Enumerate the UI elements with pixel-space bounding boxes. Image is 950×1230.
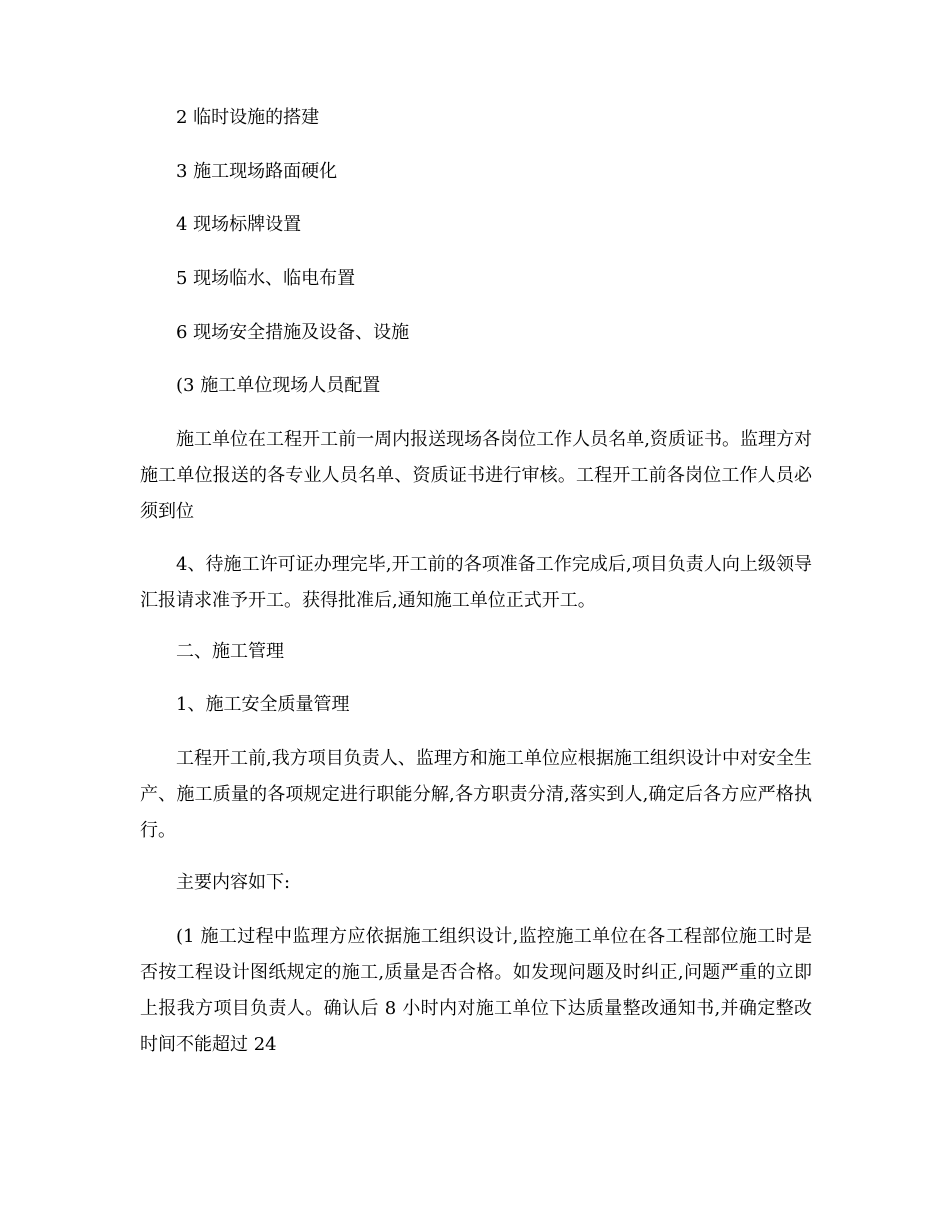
section-heading-safety-quality: 1、施工安全质量管理 (176, 694, 350, 715)
list-item-signage: 4 现场标牌设置 (176, 214, 302, 235)
paragraph-staff-qualifications: 施工单位在工程开工前一周内报送现场各岗位工作人员名单,资质证书。监理方对施工单位报送的各专业人员名单、资质证书进行审核。工程开工前各岗位工作人员必须到位 (140, 429, 812, 522)
paragraph-construction-start: 4、待施工许可证办理完毕,开工前的各项准备工作完成后,项目负责人向上级领导汇报请求准予开工。获得批准后,通知施工单位正式开工。 (140, 554, 812, 611)
paragraph-safety-quality: 工程开工前,我方项目负责人、监理方和施工单位应根据施工组织设计中对安全生产、施工质量的各项规定进行职能分解,各方职责分清,落实到人,确定后各方应严格执行。 (140, 748, 812, 841)
list-item-road-hardening: 3 施工现场路面硬化 (176, 161, 338, 182)
list-item-temporary-facilities: 2 临时设施的搭建 (176, 107, 320, 128)
section-heading-staffing: (3 施工单位现场人员配置 (176, 375, 381, 396)
list-item-safety-measures: 6 现场安全措施及设备、设施 (176, 322, 410, 343)
section-heading-management: 二、施工管理 (176, 641, 284, 662)
content-intro: 主要内容如下: (176, 872, 291, 893)
list-item-water-power: 5 现场临水、临电布置 (176, 268, 356, 289)
paragraph-supervision: (1 施工过程中监理方应依据施工组织设计,监控施工单位在各工程部位施工时是否按工程设计图纸规定的施工,质量是否合格。如发现问题及时纠正,问题严重的立即上报我方项目负责人。确认后 8 小时内对施工单位下达质量整改通知书,并确定整改时间不能超过 24 (140, 926, 812, 1055)
